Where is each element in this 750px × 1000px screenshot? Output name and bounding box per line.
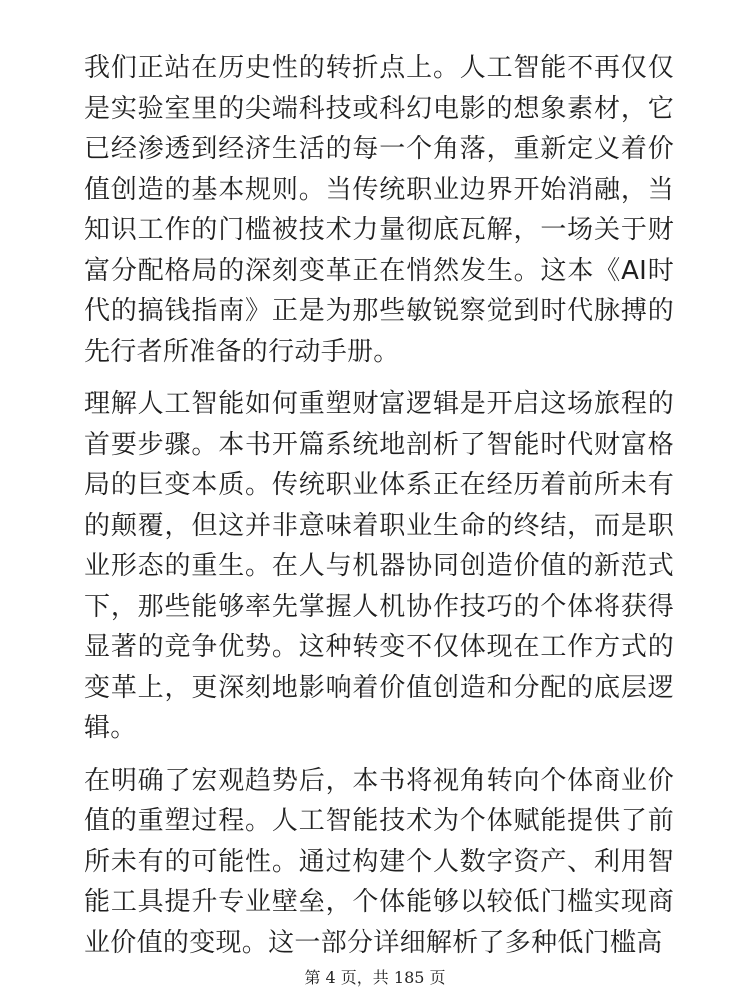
page-number-footer: 第 4 页，共 185 页 <box>304 968 446 987</box>
paragraph-2: 理解人工智能如何重塑财富逻辑是开启这场旅程的首要步骤。本书开篇系统地剖析了智能时代财富格局的巨变本质。传统职业体系正在经历着前所未有的颠覆，但这并非意味着职业生命的终结，而是职业形态的重生。在人与机器协同创造价值的新范式下，那些能够率先掌握人机协作技巧的个体将获得显著的竞争优势。这种转变不仅体现在工作方式的变革上，更深刻地影响着价值创造和分配的底层逻辑。 <box>84 389 674 743</box>
body-text <box>84 48 674 963</box>
paragraph-1: 我们正站在历史性的转折点上。人工智能不再仅仅是实验室里的尖端科技或科幻电影的想象素材，它已经渗透到经济生活的每一个角落，重新定义着价值创造的基本规则。当传统职业边界开始消融，当知识工作的门槛被技术力量彻底瓦解，一场关于财富分配格局的深刻变革正在悄然发生。这本《AI时代的搞钱指南》正是为那些敏锐察觉到时代脉搏的先行者所准备的行动手册。 <box>84 53 674 367</box>
paragraph-3: 在明确了宏观趋势后，本书将视角转向个体商业价值的重塑过程。人工智能技术为个体赋能提供了前所未有的可能性。通过构建个人数字资产、利用智能工具提升专业壁垒，个体能够以较低门槛实现商业价值的变现。这一部分详细解析了多种低门槛高 <box>84 765 674 958</box>
